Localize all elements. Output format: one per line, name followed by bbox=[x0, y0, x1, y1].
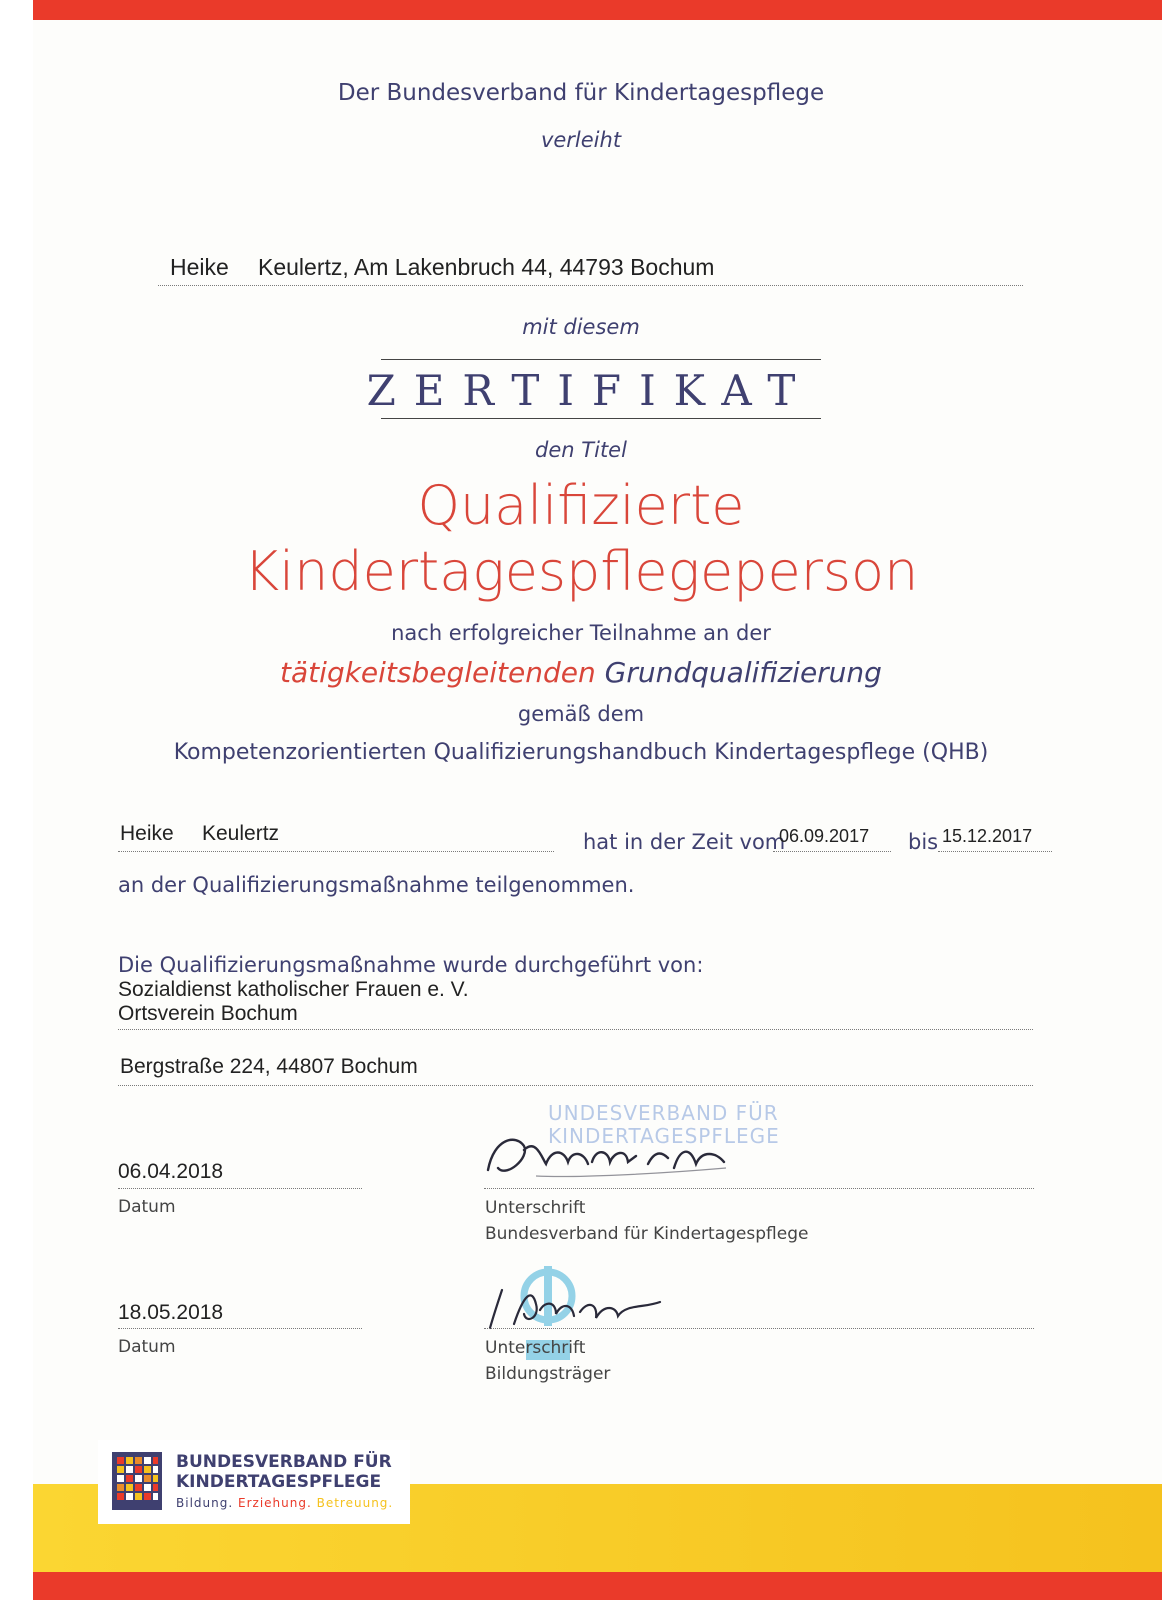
completion-text: an der Qualifizierungsmaßnahme teilgenommen. bbox=[118, 873, 635, 897]
qualification-line bbox=[0, 656, 1162, 689]
top-red-border bbox=[33, 0, 1162, 20]
scan-left-margin bbox=[0, 0, 33, 1600]
period-label: hat in der Zeit vom bbox=[583, 830, 786, 854]
certificate-top-rule bbox=[381, 359, 821, 360]
logo-tagline bbox=[176, 1496, 393, 1510]
logo-tag-3: Betreuung. bbox=[316, 1496, 394, 1510]
signature-1-sign-label: Unterschrift bbox=[485, 1198, 586, 1218]
signature-2-date-label: Datum bbox=[118, 1337, 176, 1357]
to-date: 15.12.2017 bbox=[942, 826, 1033, 846]
certificate-bottom-rule bbox=[381, 418, 821, 419]
recipient-dotted-line bbox=[158, 285, 1023, 286]
participant-dotted-line bbox=[118, 851, 554, 852]
signature-2-sign-line bbox=[484, 1328, 1034, 1329]
from-date-dotted-line bbox=[773, 851, 891, 852]
the-title-text: den Titel bbox=[535, 438, 627, 462]
stamp-line-2: KINDERTAGESPFLEGE bbox=[548, 1124, 780, 1148]
qualification-red-part: tätigkeitsbegleitenden bbox=[280, 656, 596, 689]
to-label: bis bbox=[908, 830, 939, 854]
signature-2-signer: Bildungsträger bbox=[485, 1364, 611, 1384]
logo-tag-1: Bildung. bbox=[176, 1496, 234, 1510]
to-date-dotted-line bbox=[938, 851, 1052, 852]
signature-1-image bbox=[476, 1128, 756, 1192]
issuer-heading: Der Bundesverband für Kindertagespflege bbox=[337, 80, 825, 106]
handbook-text: Kompetenzorientierten Qualifizierungshandbuch Kindertagespflege (QHB) bbox=[173, 740, 989, 765]
recipient-name-address: Keulertz, Am Lakenbruch 44, 44793 Bochum bbox=[258, 254, 715, 280]
provider-address: Bergstraße 224, 44807 Bochum bbox=[120, 1055, 418, 1078]
logo-wordmark bbox=[176, 1452, 392, 1492]
logo-mosaic-icon bbox=[112, 1452, 162, 1510]
according-text: gemäß dem bbox=[517, 702, 645, 726]
footer-logo bbox=[98, 1440, 410, 1524]
recipient-first-name: Heike bbox=[170, 254, 229, 280]
provider-dotted-line bbox=[118, 1029, 1033, 1030]
signature-1-sign-line bbox=[484, 1188, 1034, 1189]
provider-intro: Die Qualifizierungsmaßnahme wurde durchgeführt von: bbox=[118, 953, 704, 977]
provider-name-line-2: Ortsverein Bochum bbox=[118, 1002, 298, 1025]
qualification-navy-part: Grundqualifizierung bbox=[604, 656, 882, 689]
signature-2-sign-label: Unterschrift bbox=[485, 1338, 586, 1358]
from-date: 06.09.2017 bbox=[779, 826, 870, 846]
with-this-text: mit diesem bbox=[522, 315, 640, 339]
logo-line-1: BUNDESVERBAND FÜR bbox=[176, 1452, 392, 1472]
provider-name-line-1: Sozialdienst katholischer Frauen e. V. bbox=[118, 978, 469, 1001]
participant-first-name: Heike bbox=[120, 822, 174, 845]
signature-1-signer: Bundesverband für Kindertagespflege bbox=[485, 1224, 809, 1244]
stamp-line-1: UNDESVERBAND FÜR bbox=[548, 1101, 779, 1125]
signature-2-date-line bbox=[118, 1328, 362, 1329]
certificate-word: ZERTIFIKAT bbox=[366, 366, 814, 415]
after-participation-text: nach erfolgreicher Teilnahme an der bbox=[391, 621, 771, 645]
signature-1-date-label: Datum bbox=[118, 1197, 176, 1217]
signature-1-date: 06.04.2018 bbox=[118, 1160, 224, 1183]
bottom-red-band bbox=[33, 1572, 1162, 1600]
logo-tag-2: Erziehung. bbox=[238, 1496, 312, 1510]
verb-text: verleiht bbox=[540, 128, 622, 152]
participant-last-name: Keulertz bbox=[202, 822, 280, 845]
signature-1-date-line bbox=[118, 1188, 362, 1189]
address-dotted-line bbox=[118, 1085, 1033, 1086]
title-line-2: Kindertagespflegeperson bbox=[243, 540, 919, 603]
signature-2-date: 18.05.2018 bbox=[118, 1301, 224, 1324]
logo-line-2: KINDERTAGESPFLEGE bbox=[176, 1472, 382, 1492]
title-line-1: Qualifizierte bbox=[417, 474, 745, 537]
